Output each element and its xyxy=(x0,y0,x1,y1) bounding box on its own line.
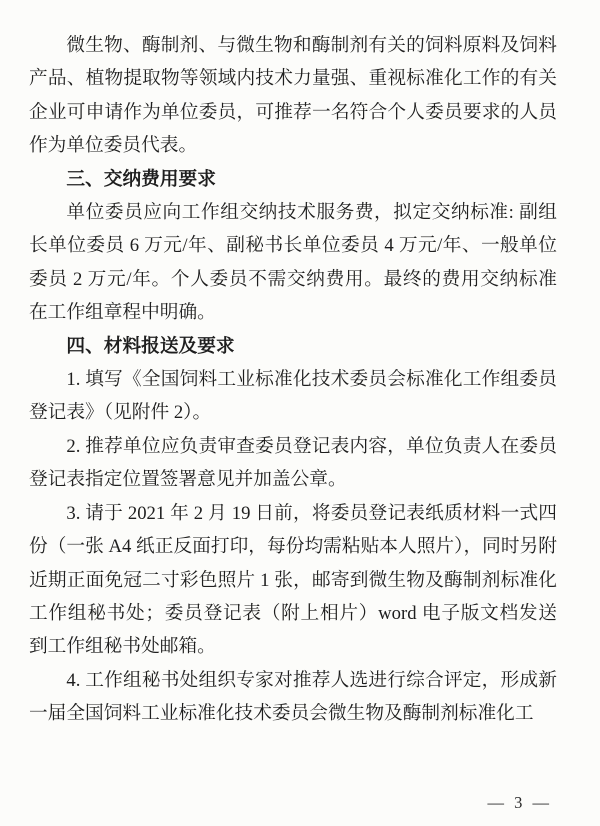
body-paragraph: 2. 推荐单位应负责审查委员登记表内容，单位负责人在委员登记表指定位置签署意见并加盖公章。 xyxy=(29,435,557,491)
body-paragraph: 4. 工作组秘书处组织专家对推荐人选进行综合评定，形成新一届全国饲料工业标准化技术委员会微生物及酶制剂标准化工 xyxy=(29,669,557,725)
document-body xyxy=(29,29,557,731)
body-paragraph: 微生物、酶制剂、与微生物和酶制剂有关的饲料原料及饲料产品、植物提取物等领域内技术力量强、重视标准化工作的有关企业可申请作为单位委员，可推荐一名符合个人委员要求的人员作为单位委员代表。 xyxy=(29,35,557,157)
body-paragraph: 单位委员应向工作组交纳技术服务费，拟定交纳标准: 副组长单位委员 6 万元/年、副秘书长单位委员 4 万元/年、一般单位委员 2 万元/年。个人委员不需交纳费用。最终的费用交纳标准在工作组章程中明确。 xyxy=(29,202,557,324)
body-paragraph: 3. 请于 2021 年 2 月 19 日前，将委员登记表纸质材料一式四份（一张 A4 纸正反面打印，每份均需粘贴本人照片），同时另附近期正面免冠二寸彩色照片 1 张，邮寄到微生物及酶制剂标准化工作组秘书处；委员登记表（附上相片）word 电子版文档发送到工作组秘书处邮箱。 xyxy=(29,502,557,658)
section-heading: 三、交纳费用要求 xyxy=(66,168,216,190)
body-paragraph: 1. 填写《全国饲料工业标准化技术委员会标准化工作组委员登记表》（见附件 2）。 xyxy=(29,369,557,424)
page-number: — 3 — xyxy=(487,793,552,812)
section-heading: 四、材料报送及要求 xyxy=(66,335,235,357)
